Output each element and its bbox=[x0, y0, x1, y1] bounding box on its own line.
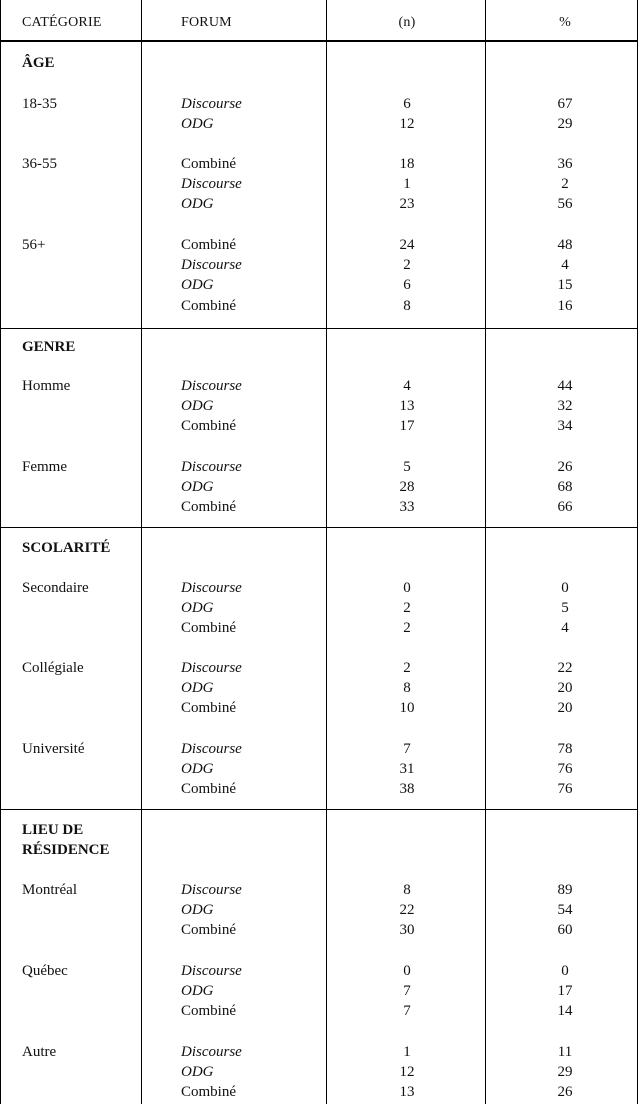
table-row bbox=[1, 497, 637, 517]
category-label: Montréal bbox=[22, 882, 77, 898]
percent-cell: 29 bbox=[557, 1064, 573, 1081]
percent-cell: 26 bbox=[557, 1084, 573, 1101]
count-cell: 2 bbox=[403, 660, 411, 676]
forum-cell: Discourse bbox=[181, 1044, 242, 1060]
table-row bbox=[1, 1042, 637, 1062]
table-row bbox=[1, 275, 637, 295]
forum-cell: ODG bbox=[181, 116, 214, 133]
table-row bbox=[1, 94, 637, 114]
forum-cell: Combiné bbox=[181, 237, 236, 253]
count-cell: 7 bbox=[403, 1003, 411, 1020]
forum-cell: Discourse bbox=[181, 96, 242, 112]
table-row bbox=[1, 1082, 637, 1102]
table-row bbox=[1, 779, 637, 799]
count-cell: 1 bbox=[403, 1044, 411, 1060]
percent-cell: 20 bbox=[557, 680, 573, 697]
count-cell: 2 bbox=[403, 620, 411, 637]
forum-cell: Combiné bbox=[181, 156, 236, 172]
forum-cell: Combiné bbox=[181, 418, 236, 435]
percent-cell: 5 bbox=[561, 600, 569, 617]
table-row bbox=[1, 658, 637, 678]
table-row bbox=[1, 376, 637, 396]
forum-cell: Discourse bbox=[181, 257, 242, 274]
forum-cell: Combiné bbox=[181, 781, 236, 798]
forum-cell: Combiné bbox=[181, 922, 236, 939]
category-label: Homme bbox=[22, 378, 71, 394]
percent-cell: 54 bbox=[557, 902, 573, 919]
table-row bbox=[1, 598, 637, 618]
count-cell: 4 bbox=[403, 378, 411, 394]
forum-cell: Combiné bbox=[181, 620, 236, 637]
count-cell: 8 bbox=[403, 297, 411, 314]
percent-cell: 26 bbox=[557, 459, 573, 475]
percent-cell: 67 bbox=[557, 96, 573, 112]
count-cell: 18 bbox=[399, 156, 415, 172]
percent-cell: 78 bbox=[557, 741, 573, 757]
table-row bbox=[1, 578, 637, 598]
percent-cell: 60 bbox=[557, 922, 573, 939]
percent-cell: 15 bbox=[557, 277, 573, 294]
percent-cell: 2 bbox=[561, 176, 569, 193]
forum-cell: Combiné bbox=[181, 1084, 236, 1101]
table-row bbox=[1, 174, 637, 194]
forum-cell: ODG bbox=[181, 1064, 214, 1081]
percent-cell: 4 bbox=[561, 620, 569, 637]
category-label: Secondaire bbox=[22, 580, 89, 596]
category-label: Université bbox=[22, 741, 85, 757]
count-cell: 6 bbox=[403, 277, 411, 294]
percent-cell: 22 bbox=[557, 660, 573, 676]
table-row bbox=[1, 880, 637, 900]
percent-cell: 16 bbox=[557, 297, 573, 314]
table-row bbox=[1, 114, 637, 134]
percent-cell: 76 bbox=[557, 761, 573, 778]
forum-cell: Combiné bbox=[181, 297, 236, 314]
section-title: ÂGE bbox=[22, 55, 55, 71]
forum-cell: ODG bbox=[181, 983, 214, 1000]
percent-cell: 29 bbox=[557, 116, 573, 133]
forum-cell: ODG bbox=[181, 398, 214, 415]
forum-cell: Combiné bbox=[181, 499, 236, 516]
forum-cell: ODG bbox=[181, 902, 214, 919]
category-label: Femme bbox=[22, 459, 67, 475]
percent-cell: 14 bbox=[557, 1003, 573, 1020]
category-label: Autre bbox=[22, 1044, 57, 1060]
percent-cell: 11 bbox=[557, 1044, 573, 1060]
section-title: GENRE bbox=[22, 339, 76, 355]
table-row bbox=[1, 1001, 637, 1021]
row-divider bbox=[1, 809, 637, 810]
table-row bbox=[1, 396, 637, 416]
table-row bbox=[1, 678, 637, 698]
count-cell: 1 bbox=[403, 176, 411, 193]
forum-cell: Discourse bbox=[181, 378, 242, 394]
count-cell: 12 bbox=[399, 1064, 415, 1081]
table-row bbox=[1, 416, 637, 436]
forum-cell: Discourse bbox=[181, 963, 242, 979]
count-cell: 2 bbox=[403, 600, 411, 617]
percent-cell: 17 bbox=[557, 983, 573, 1000]
count-cell: 12 bbox=[399, 116, 415, 133]
category-label: Québec bbox=[22, 963, 68, 979]
count-cell: 17 bbox=[399, 418, 415, 435]
section-title: SCOLARITÉ bbox=[22, 540, 111, 556]
percent-cell: 32 bbox=[557, 398, 573, 415]
percent-cell: 0 bbox=[561, 580, 569, 596]
table-row bbox=[1, 981, 637, 1001]
count-cell: 6 bbox=[403, 96, 411, 112]
count-cell: 2 bbox=[403, 257, 411, 274]
table-row bbox=[1, 759, 637, 779]
percent-cell: 0 bbox=[561, 963, 569, 979]
table-row bbox=[1, 618, 637, 638]
forum-cell: ODG bbox=[181, 600, 214, 617]
header-forum: FORUM bbox=[181, 15, 232, 30]
table-row bbox=[1, 154, 637, 174]
table-row bbox=[1, 698, 637, 718]
table-row bbox=[1, 457, 637, 477]
count-cell: 0 bbox=[403, 963, 411, 979]
table-row bbox=[1, 194, 637, 214]
table-row bbox=[1, 920, 637, 940]
header-n: (n) bbox=[398, 15, 416, 30]
table-row bbox=[1, 739, 637, 759]
percent-cell: 68 bbox=[557, 479, 573, 496]
count-cell: 30 bbox=[399, 922, 415, 939]
forum-cell: Discourse bbox=[181, 741, 242, 757]
count-cell: 22 bbox=[399, 902, 415, 919]
forum-cell: Discourse bbox=[181, 176, 242, 193]
percent-cell: 4 bbox=[561, 257, 569, 274]
forum-cell: Combiné bbox=[181, 1003, 236, 1020]
category-label: 56+ bbox=[22, 237, 46, 253]
category-label: Collégiale bbox=[22, 660, 84, 676]
forum-cell: ODG bbox=[181, 196, 214, 213]
count-cell: 24 bbox=[399, 237, 415, 253]
header-category: CATÉGORIE bbox=[22, 15, 102, 30]
forum-cell: Discourse bbox=[181, 459, 242, 475]
forum-cell: ODG bbox=[181, 680, 214, 697]
percent-cell: 66 bbox=[557, 499, 573, 516]
count-cell: 10 bbox=[399, 700, 415, 717]
table-row bbox=[1, 961, 637, 981]
forum-cell: ODG bbox=[181, 479, 214, 496]
count-cell: 8 bbox=[403, 680, 411, 697]
count-cell: 13 bbox=[399, 1084, 415, 1101]
count-cell: 8 bbox=[403, 882, 411, 898]
table-row bbox=[1, 255, 637, 275]
percent-cell: 36 bbox=[557, 156, 573, 172]
category-label: 18-35 bbox=[22, 96, 57, 112]
count-cell: 13 bbox=[399, 398, 415, 415]
percent-cell: 48 bbox=[557, 237, 573, 253]
category-label: 36-55 bbox=[22, 156, 57, 172]
table-row bbox=[1, 900, 637, 920]
section-title: RÉSIDENCE bbox=[22, 842, 110, 858]
forum-cell: Discourse bbox=[181, 580, 242, 596]
count-cell: 38 bbox=[399, 781, 415, 798]
count-cell: 28 bbox=[399, 479, 415, 496]
count-cell: 5 bbox=[403, 459, 411, 475]
table-row bbox=[1, 477, 637, 497]
table-row bbox=[1, 235, 637, 255]
forum-cell: ODG bbox=[181, 761, 214, 778]
table-row bbox=[1, 296, 637, 316]
count-cell: 31 bbox=[399, 761, 415, 778]
count-cell: 0 bbox=[403, 580, 411, 596]
percent-cell: 20 bbox=[557, 700, 573, 717]
row-divider bbox=[1, 328, 637, 329]
table-row bbox=[1, 1062, 637, 1082]
count-cell: 7 bbox=[403, 983, 411, 1000]
count-cell: 23 bbox=[399, 196, 415, 213]
forum-cell: ODG bbox=[181, 277, 214, 294]
percent-cell: 44 bbox=[557, 378, 573, 394]
percent-cell: 76 bbox=[557, 781, 573, 798]
header-percent: % bbox=[559, 15, 571, 30]
percent-cell: 34 bbox=[557, 418, 573, 435]
forum-cell: Combiné bbox=[181, 700, 236, 717]
section-title: LIEU DE bbox=[22, 822, 84, 838]
forum-cell: Discourse bbox=[181, 882, 242, 898]
percent-cell: 89 bbox=[557, 882, 573, 898]
forum-cell: Discourse bbox=[181, 660, 242, 676]
count-cell: 33 bbox=[399, 499, 415, 516]
row-divider bbox=[1, 527, 637, 528]
percent-cell: 56 bbox=[557, 196, 573, 213]
count-cell: 7 bbox=[403, 741, 411, 757]
row-divider bbox=[1, 40, 637, 42]
